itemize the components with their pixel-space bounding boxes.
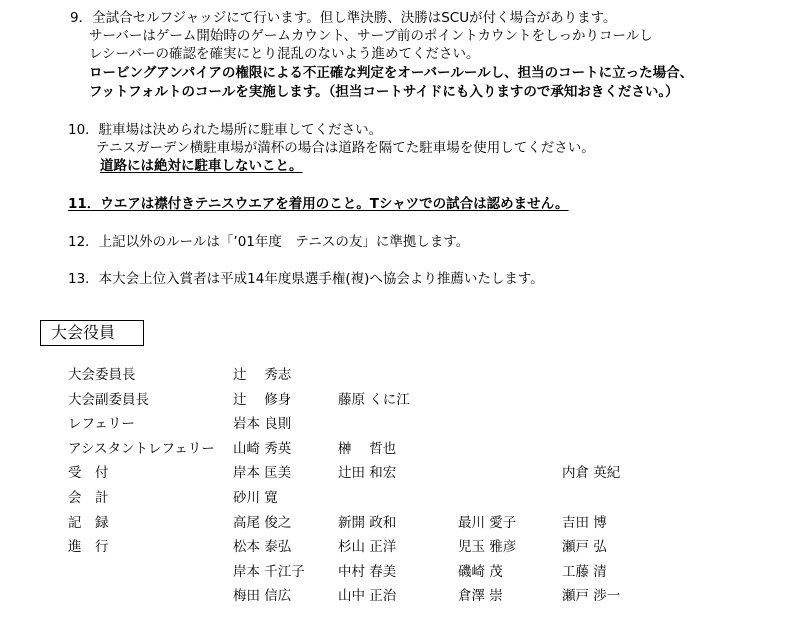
official-role: 会 計 [68, 490, 109, 506]
rule-10-line-3: 道路には絶対に駐車しないこと。 [100, 158, 303, 174]
official-name: 砂川 寛 [233, 490, 278, 506]
official-name: 瀬戸 弘 [562, 539, 607, 555]
official-name: 松本 泰弘 [233, 539, 292, 555]
official-name: 児玉 雅彦 [458, 539, 517, 555]
officials-heading: 大会役員 [40, 320, 144, 346]
official-name: 中村 春美 [338, 564, 397, 580]
rule-11: 11．ウエアは襟付きテニスウエアを着用のこと。Tシャツでの試合は認めません。 [68, 196, 569, 212]
rule-10-line-1: 10．駐車場は決められた場所に駐車してください。 [68, 122, 383, 138]
rule-9-line-4: ロービングアンパイアの権限による不正確な判定をオーバールールし、担当のコートに立った場合、 [89, 65, 694, 81]
official-name: 山崎 秀英 [233, 441, 292, 457]
official-name: 岸本 千江子 [233, 564, 305, 580]
official-name: 梅田 信広 [233, 588, 292, 604]
official-role: 受 付 [68, 465, 109, 481]
official-name: 藤原 くに江 [338, 392, 410, 408]
rule-13: 13．本大会上位入賞者は平成14年度県選手権(複)へ協会より推薦いたします。 [68, 271, 544, 287]
official-role: 記 録 [68, 515, 109, 531]
official-name: 杉山 正洋 [338, 539, 397, 555]
official-name: 最川 愛子 [458, 515, 517, 531]
rule-10-line-2: テニスガーデン横駐車場が満杯の場合は道路を隔てた駐車場を使用してください。 [96, 140, 595, 156]
official-role: 大会委員長 [68, 367, 136, 383]
official-name: 工藤 清 [562, 564, 607, 580]
official-role: アシスタントレフェリー [68, 441, 215, 457]
official-role: 進 行 [68, 539, 109, 555]
rule-9-line-5: フットフォルトのコールを実施します。（担当コートサイドにも入りますので承知おきください。） [89, 84, 679, 100]
official-role: 大会副委員長 [68, 392, 149, 408]
official-name: 新開 政和 [338, 515, 397, 531]
official-name: 岸本 匡美 [233, 465, 292, 481]
official-name: 山中 正治 [338, 588, 397, 604]
rule-9-line-3: レシーバーの確認を確実にとり混乱のないよう進めてください。 [89, 46, 480, 62]
official-name: 倉澤 崇 [458, 588, 503, 604]
official-name: 辻 修身 [233, 392, 292, 408]
official-name: 磯崎 茂 [458, 564, 503, 580]
official-name: 岩本 良則 [233, 416, 292, 432]
rule-9-line-1: 9．全試合セルフジャッジにて行います。但し準決勝、決勝はSCUが付く場合があります。 [70, 10, 617, 26]
official-name: 吉田 博 [562, 515, 607, 531]
official-name: 辻 秀志 [233, 367, 292, 383]
official-role: レフェリー [68, 416, 135, 432]
official-name: 榊 哲也 [338, 441, 397, 457]
rule-12: 12．上記以外のルールは「’01年度 テニスの友」に準拠します。 [68, 234, 470, 250]
official-name: 内倉 英紀 [562, 465, 621, 481]
official-name: 辻田 和宏 [338, 465, 397, 481]
rule-9-line-2: サーバーはゲーム開始時のゲームカウント、サーブ前のポイントカウントをしっかりコールし [89, 28, 653, 44]
official-name: 瀬戸 渉一 [562, 588, 621, 604]
official-name: 高尾 俊之 [233, 515, 292, 531]
